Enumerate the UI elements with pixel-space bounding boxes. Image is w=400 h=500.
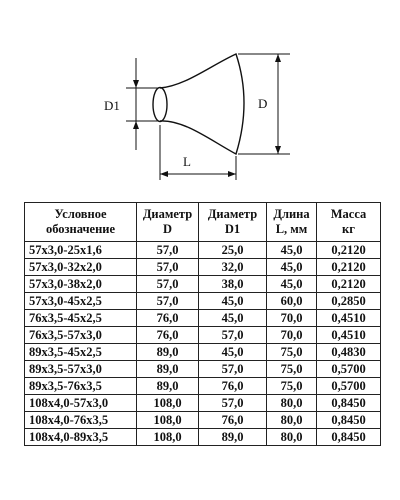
cell-length: 45,0 bbox=[267, 259, 317, 276]
header-designation: Условное обозначение bbox=[25, 203, 137, 242]
table-row bbox=[25, 259, 381, 276]
cell-diameter-d1: 32,0 bbox=[199, 259, 267, 276]
cell-designation: 89x3,5-57x3,0 bbox=[25, 361, 137, 378]
table-row bbox=[25, 276, 381, 293]
cell-designation: 108x4,0-89x3,5 bbox=[25, 429, 137, 446]
l-arrow-right bbox=[228, 171, 236, 177]
cell-diameter-d1: 25,0 bbox=[199, 242, 267, 259]
d-arrow-bottom bbox=[275, 146, 281, 154]
l-arrow-left bbox=[160, 171, 168, 177]
cell-diameter-d1: 57,0 bbox=[199, 361, 267, 378]
cell-length: 80,0 bbox=[267, 395, 317, 412]
cell-length: 75,0 bbox=[267, 344, 317, 361]
cell-mass: 0,8450 bbox=[317, 395, 381, 412]
cell-length: 70,0 bbox=[267, 327, 317, 344]
table-row bbox=[25, 310, 381, 327]
cell-length: 45,0 bbox=[267, 276, 317, 293]
header-mass: Масса кг bbox=[317, 203, 381, 242]
cell-length: 60,0 bbox=[267, 293, 317, 310]
cell-diameter-d: 76,0 bbox=[137, 310, 199, 327]
cell-diameter-d: 57,0 bbox=[137, 242, 199, 259]
cell-designation: 89x3,5-76x3,5 bbox=[25, 378, 137, 395]
cell-designation: 76x3,5-45x2,5 bbox=[25, 310, 137, 327]
cell-diameter-d: 89,0 bbox=[137, 344, 199, 361]
cell-mass: 0,4510 bbox=[317, 310, 381, 327]
cell-diameter-d1: 45,0 bbox=[199, 310, 267, 327]
cell-length: 70,0 bbox=[267, 310, 317, 327]
cell-designation: 57x3,0-45x2,5 bbox=[25, 293, 137, 310]
reducer-outline bbox=[160, 54, 244, 154]
table-row bbox=[25, 361, 381, 378]
cell-diameter-d: 89,0 bbox=[137, 361, 199, 378]
cell-mass: 0,2850 bbox=[317, 293, 381, 310]
cell-designation: 108x4,0-76x3,5 bbox=[25, 412, 137, 429]
cell-diameter-d1: 38,0 bbox=[199, 276, 267, 293]
header-length: Длина L, мм bbox=[267, 203, 317, 242]
table-row bbox=[25, 429, 381, 446]
table-row bbox=[25, 327, 381, 344]
cell-diameter-d1: 89,0 bbox=[199, 429, 267, 446]
d1-label: D1 bbox=[104, 98, 120, 113]
cell-mass: 0,8450 bbox=[317, 412, 381, 429]
cell-designation: 57x3,0-25x1,6 bbox=[25, 242, 137, 259]
header-diameter-d1: Диаметр D1 bbox=[199, 203, 267, 242]
cell-mass: 0,5700 bbox=[317, 361, 381, 378]
table-body bbox=[25, 242, 381, 446]
cell-mass: 0,4830 bbox=[317, 344, 381, 361]
table-row bbox=[25, 344, 381, 361]
cell-mass: 0,5700 bbox=[317, 378, 381, 395]
cell-mass: 0,4510 bbox=[317, 327, 381, 344]
cell-mass: 0,2120 bbox=[317, 276, 381, 293]
cell-diameter-d1: 76,0 bbox=[199, 412, 267, 429]
l-label: L bbox=[183, 154, 191, 169]
cell-diameter-d1: 57,0 bbox=[199, 395, 267, 412]
table-row bbox=[25, 293, 381, 310]
d-arrow-top bbox=[275, 54, 281, 62]
d1-arrow-bottom bbox=[133, 121, 139, 129]
d1-arrow-top bbox=[133, 80, 139, 88]
cell-diameter-d: 108,0 bbox=[137, 412, 199, 429]
cell-mass: 0,8450 bbox=[317, 429, 381, 446]
table-header-row bbox=[25, 203, 381, 242]
cell-diameter-d: 57,0 bbox=[137, 259, 199, 276]
cell-diameter-d: 76,0 bbox=[137, 327, 199, 344]
cell-diameter-d1: 45,0 bbox=[199, 344, 267, 361]
small-end-ellipse bbox=[153, 88, 167, 122]
cell-diameter-d: 57,0 bbox=[137, 293, 199, 310]
spec-table bbox=[24, 202, 381, 446]
reducer-drawing bbox=[0, 0, 400, 200]
cell-designation: 108x4,0-57x3,0 bbox=[25, 395, 137, 412]
table-row bbox=[25, 242, 381, 259]
cell-diameter-d: 89,0 bbox=[137, 378, 199, 395]
cell-designation: 57x3,0-38x2,0 bbox=[25, 276, 137, 293]
cell-diameter-d1: 45,0 bbox=[199, 293, 267, 310]
header-diameter-d: Диаметр D bbox=[137, 203, 199, 242]
cell-designation: 89x3,5-45x2,5 bbox=[25, 344, 137, 361]
cell-length: 80,0 bbox=[267, 412, 317, 429]
cell-diameter-d: 108,0 bbox=[137, 429, 199, 446]
cell-diameter-d: 108,0 bbox=[137, 395, 199, 412]
table-row bbox=[25, 395, 381, 412]
table-row bbox=[25, 378, 381, 395]
cell-designation: 76x3,5-57x3,0 bbox=[25, 327, 137, 344]
cell-length: 75,0 bbox=[267, 378, 317, 395]
cell-diameter-d: 57,0 bbox=[137, 276, 199, 293]
cell-mass: 0,2120 bbox=[317, 242, 381, 259]
d-label: D bbox=[258, 96, 268, 111]
cell-diameter-d1: 57,0 bbox=[199, 327, 267, 344]
cell-designation: 57x3,0-32x2,0 bbox=[25, 259, 137, 276]
table-row bbox=[25, 412, 381, 429]
cell-length: 45,0 bbox=[267, 242, 317, 259]
cell-length: 80,0 bbox=[267, 429, 317, 446]
cell-length: 75,0 bbox=[267, 361, 317, 378]
cell-mass: 0,2120 bbox=[317, 259, 381, 276]
cell-diameter-d1: 76,0 bbox=[199, 378, 267, 395]
